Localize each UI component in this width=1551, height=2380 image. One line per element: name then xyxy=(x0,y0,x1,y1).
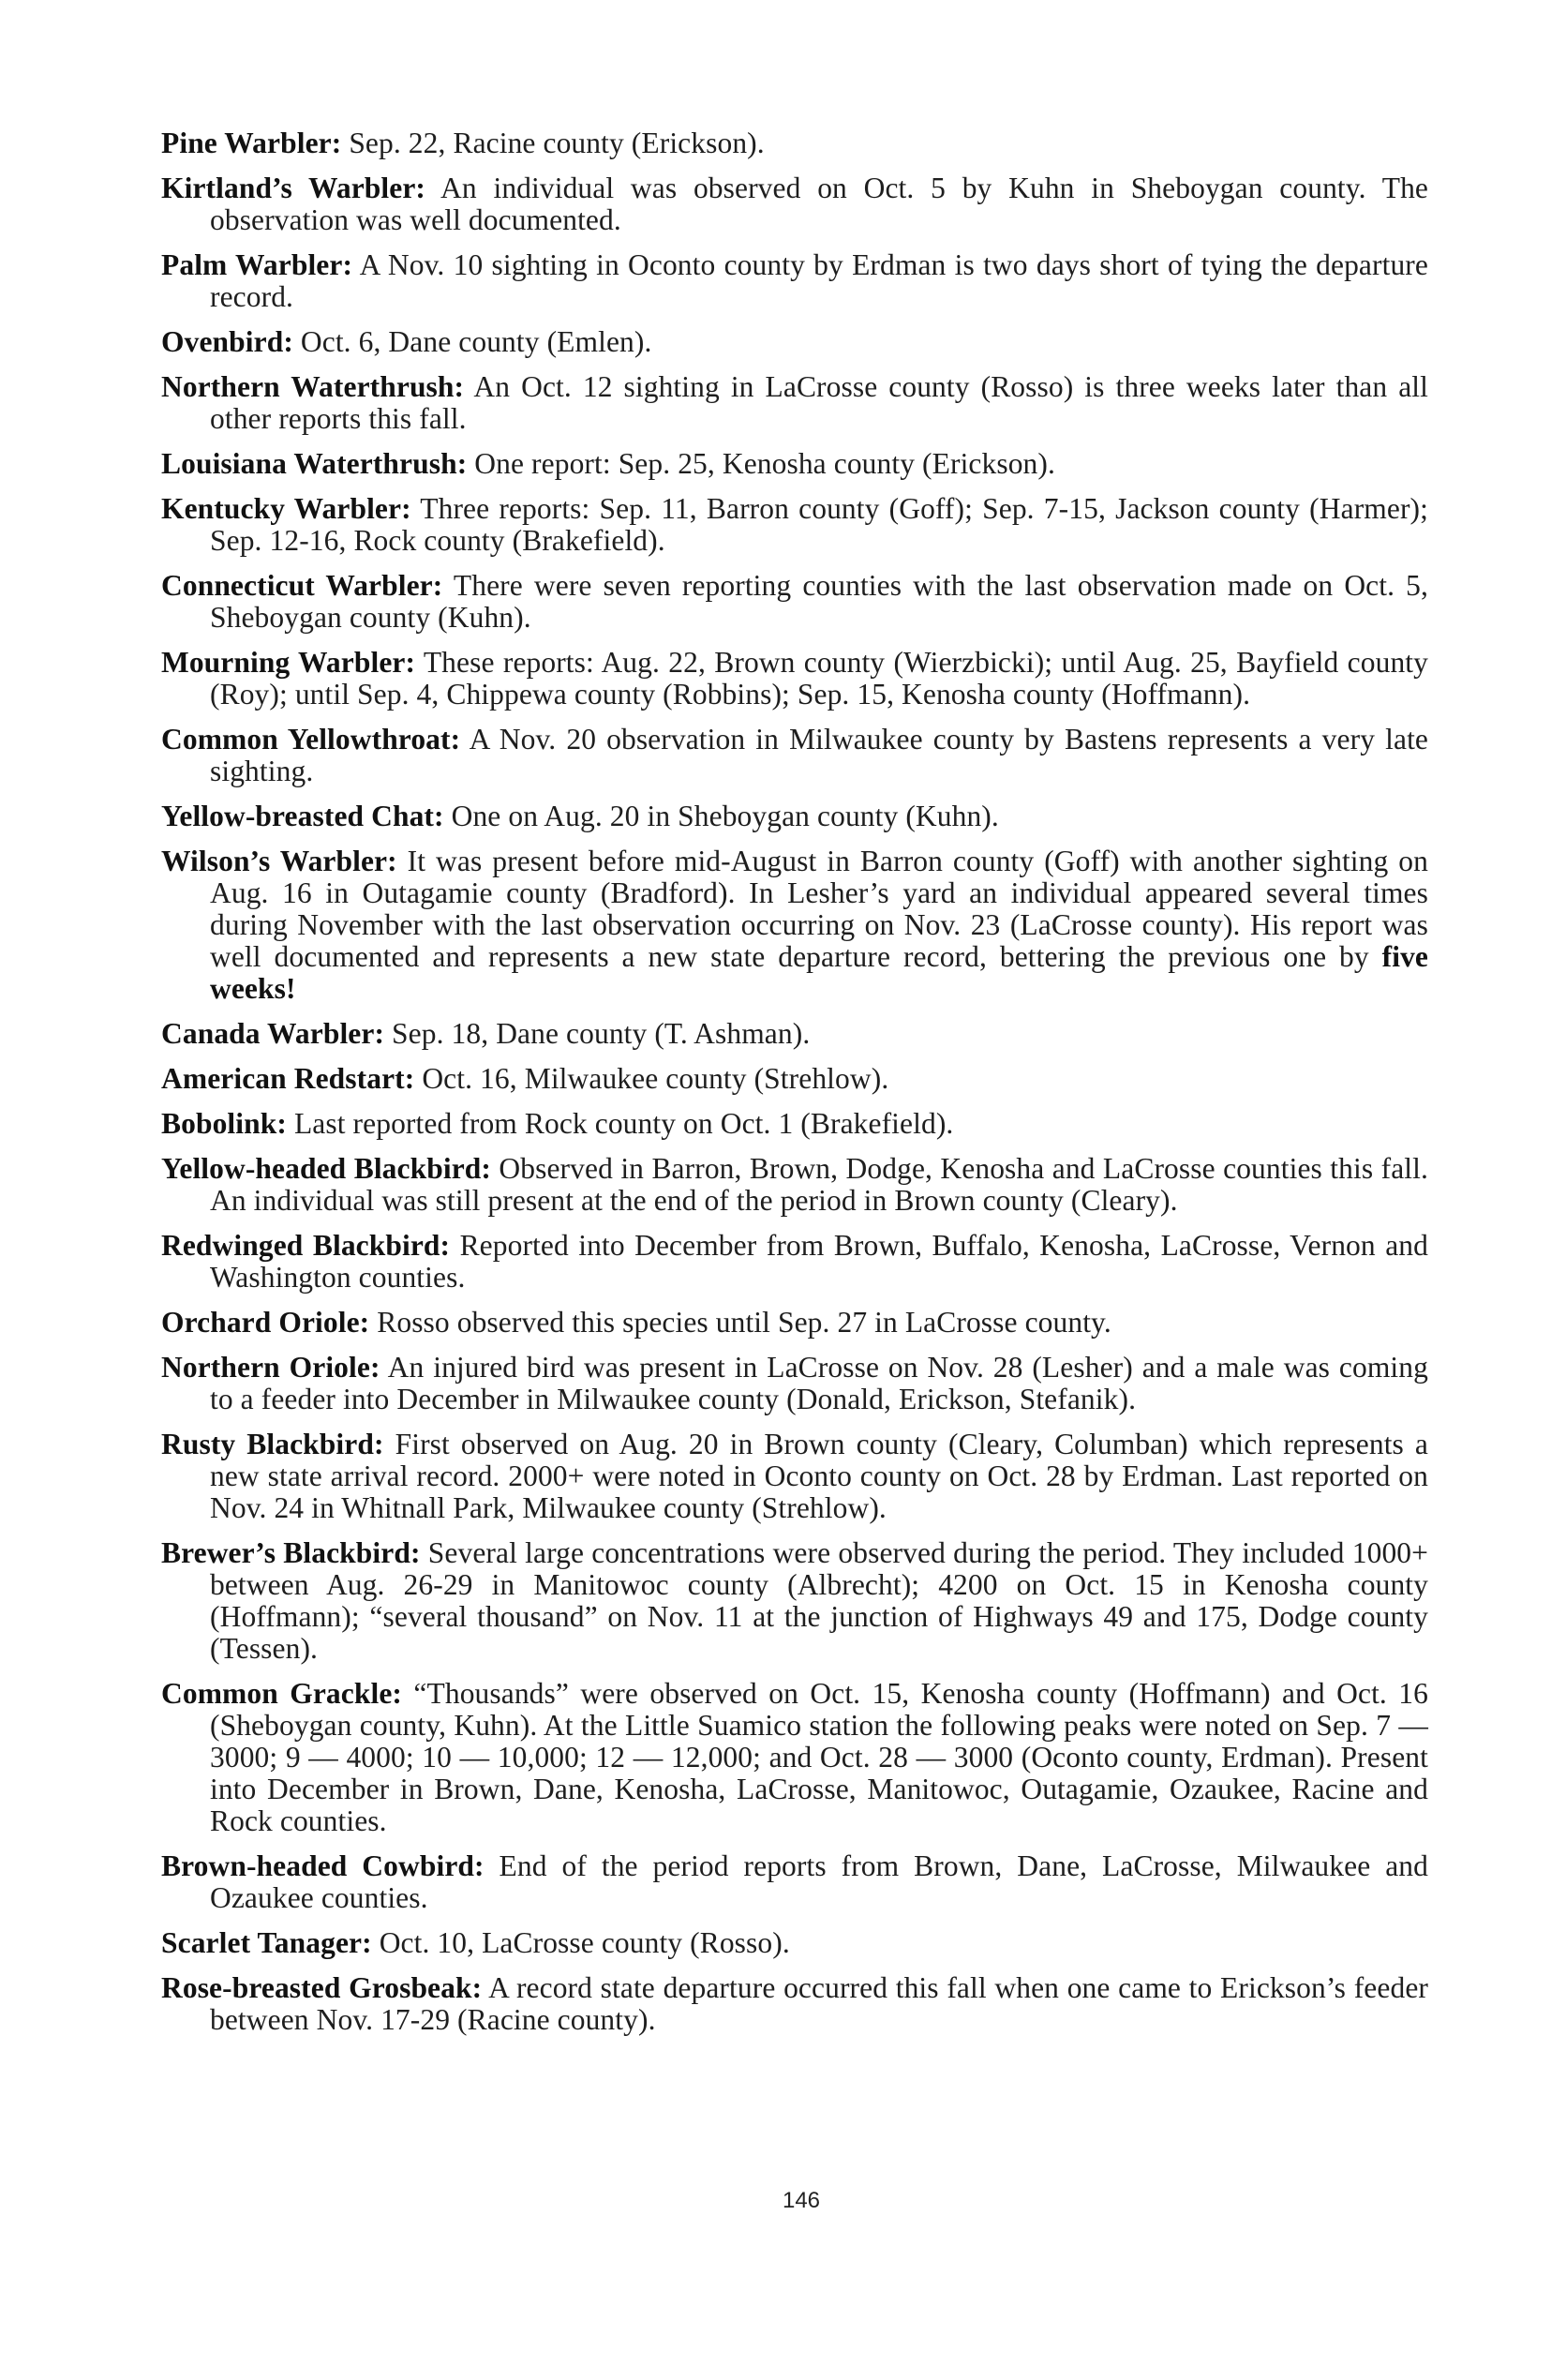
species-report: One on Aug. 20 in Sheboygan county (Kuhn). xyxy=(451,800,999,832)
species-name: Ovenbird: xyxy=(161,325,293,358)
species-report: An individual was observed on Oct. 5 by Kuhn in Sheboygan county. The observation was well documented. xyxy=(210,172,1428,236)
entry-orchard-oriole xyxy=(161,1307,1428,1339)
entry-palm-warbler xyxy=(161,249,1428,313)
species-name: Kentucky Warbler: xyxy=(161,492,411,525)
emphasis-text: five weeks! xyxy=(210,940,1428,1005)
entry-redwinged-blackbird xyxy=(161,1230,1428,1294)
species-name: Rose-breasted Grosbeak: xyxy=(161,1971,483,2004)
species-name: Connecticut Warbler: xyxy=(161,569,443,602)
species-report: Several large concentrations were observed during the period. They included 1000+ between Aug. 26-29 in Manitowoc county (Albrecht); 4200 on Oct. 15 in Kenosha county (Hoffmann); “several thousand” on Nov. 11 at the junction of Highways 49 and 175, Dodge county (Tessen). xyxy=(210,1536,1429,1665)
species-report: Rosso observed this species until Sep. 27 in LaCrosse county. xyxy=(377,1306,1111,1339)
entry-connecticut-warbler xyxy=(161,570,1428,634)
species-report: An injured bird was present in LaCrosse on Nov. 28 (Lesher) and a male was coming to a feeder into December in Milwaukee county (Donald, Erickson, Stefanik). xyxy=(210,1351,1428,1415)
entry-yellow-breasted-chat xyxy=(161,801,1428,832)
species-report: An Oct. 12 sighting in LaCrosse county (Rosso) is three weeks later than all other reports this fall. xyxy=(210,370,1428,435)
species-name: Common Yellowthroat: xyxy=(161,723,461,756)
entry-ovenbird xyxy=(161,326,1428,358)
species-name: Yellow-headed Blackbird: xyxy=(161,1152,491,1185)
species-name: Mourning Warbler: xyxy=(161,646,416,679)
entry-yellow-headed-blackbird xyxy=(161,1153,1428,1217)
species-name: Bobolink: xyxy=(161,1107,287,1140)
species-name: Kirtland’s Warbler: xyxy=(161,172,426,204)
entry-louisiana-waterthrush xyxy=(161,448,1428,480)
species-report: Three reports: Sep. 11, Barron county (Goff); Sep. 7-15, Jackson county (Harmer); Sep. 12-16, Rock county (Brakefield). xyxy=(210,492,1428,557)
species-name: Brown-headed Cowbird: xyxy=(161,1849,485,1882)
entry-brewers-blackbird xyxy=(161,1537,1428,1665)
species-name: Northern Oriole: xyxy=(161,1351,380,1384)
species-name: Rusty Blackbird: xyxy=(161,1428,384,1460)
species-name: Scarlet Tanager: xyxy=(161,1926,372,1959)
species-report: Last reported from Rock county on Oct. 1 (Brakefield). xyxy=(293,1107,954,1140)
entry-brown-headed-cowbird xyxy=(161,1850,1428,1914)
species-report: A Nov. 10 sighting in Oconto county by Erdman is two days short of tying the departure record. xyxy=(210,248,1428,313)
species-report: A record state departure occurred this fall when one came to Erickson’s feeder between Nov. 17-29 (Racine county). xyxy=(210,1971,1428,2036)
entry-common-yellowthroat xyxy=(161,724,1428,787)
species-name: Northern Waterthrush: xyxy=(161,370,465,403)
entry-kirtlands-warbler xyxy=(161,172,1428,236)
entry-rose-breasted-grosbeak xyxy=(161,1972,1428,2036)
species-name: Palm Warbler: xyxy=(161,248,353,281)
entry-northern-oriole xyxy=(161,1352,1428,1415)
species-name: Common Grackle: xyxy=(161,1677,403,1710)
species-report: Sep. 18, Dane county (T. Ashman). xyxy=(392,1017,811,1050)
entry-common-grackle xyxy=(161,1678,1428,1837)
species-report: A Nov. 20 observation in Milwaukee county by Bastens represents a very late sighting. xyxy=(210,723,1429,787)
species-entries xyxy=(161,127,1428,2049)
species-report: “Thousands” were observed on Oct. 15, Kenosha county (Hoffmann) and Oct. 16 (Sheboygan county, Kuhn). At the Little Suamico station the following peaks were noted on Sep. 7 — 3000; 9 — 4000; 10 — 10,000; 12 — 12,000; and Oct. 28 — 3000 (Oconto county, Erdman). Present into December in Brown, Dane, Kenosha, LaCrosse, Manitowoc, Outagamie, Ozaukee, Racine and Rock counties. xyxy=(210,1677,1428,1837)
entry-rusty-blackbird xyxy=(161,1429,1428,1524)
species-report: End of the period reports from Brown, Dane, LaCrosse, Milwaukee and Ozaukee counties. xyxy=(210,1849,1428,1914)
species-name: Orchard Oriole: xyxy=(161,1306,370,1339)
species-name: Pine Warbler: xyxy=(161,127,342,159)
species-name: Wilson’s Warbler: xyxy=(161,845,397,877)
entry-pine-warbler xyxy=(161,127,1428,159)
species-name: American Redstart: xyxy=(161,1062,415,1095)
species-report: Oct. 6, Dane county (Emlen). xyxy=(300,325,652,358)
entry-canada-warbler xyxy=(161,1018,1428,1050)
species-report: Reported into December from Brown, Buffalo, Kenosha, LaCrosse, Vernon and Washington counties. xyxy=(210,1229,1428,1294)
entry-american-redstart xyxy=(161,1063,1428,1095)
entry-wilsons-warbler xyxy=(161,846,1428,1005)
species-report: There were seven reporting counties with the last observation made on Oct. 5, Sheboygan county (Kuhn). xyxy=(210,569,1428,634)
entry-scarlet-tanager xyxy=(161,1927,1428,1959)
entry-mourning-warbler xyxy=(161,647,1428,711)
species-report: These reports: Aug. 22, Brown county (Wierzbicki); until Aug. 25, Bayfield county (Roy); until Sep. 4, Chippewa county (Robbins); Sep. 15, Kenosha county (Hoffmann). xyxy=(210,646,1428,711)
species-name: Louisiana Waterthrush: xyxy=(161,447,468,480)
species-report: Observed in Barron, Brown, Dodge, Kenosha and LaCrosse counties this fall. An individual was still present at the end of the period in Brown county (Cleary). xyxy=(210,1152,1428,1217)
species-report: First observed on Aug. 20 in Brown county (Cleary, Columban) which represents a new state arrival record. 2000+ were noted in Oconto county on Oct. 28 by Erdman. Last reported on Nov. 24 in Whitnall Park, Milwaukee county (Strehlow). xyxy=(210,1428,1429,1524)
entry-bobolink xyxy=(161,1108,1428,1140)
species-name: Brewer’s Blackbird: xyxy=(161,1536,421,1569)
species-report: Oct. 16, Milwaukee county (Strehlow). xyxy=(422,1062,889,1095)
species-report: One report: Sep. 25, Kenosha county (Erickson). xyxy=(474,447,1055,480)
species-report: Oct. 10, LaCrosse county (Rosso). xyxy=(379,1926,790,1959)
species-report: It was present before mid-August in Barron county (Goff) with another sighting on Aug. 16 in Outagamie county (Bradford). In Lesher’s yard an individual appeared several times during November with the last observation occurring on Nov. 23 (LaCrosse county). His report was well documented and represents a new state departure record, bettering the previous one by xyxy=(210,845,1428,973)
species-name: Redwinged Blackbird: xyxy=(161,1229,451,1262)
species-report: Sep. 22, Racine county (Erickson). xyxy=(349,127,765,159)
page-number: 146 xyxy=(782,2188,821,2213)
species-name: Yellow-breasted Chat: xyxy=(161,800,444,832)
species-name: Canada Warbler: xyxy=(161,1017,385,1050)
entry-northern-waterthrush xyxy=(161,371,1428,435)
entry-kentucky-warbler xyxy=(161,493,1428,557)
